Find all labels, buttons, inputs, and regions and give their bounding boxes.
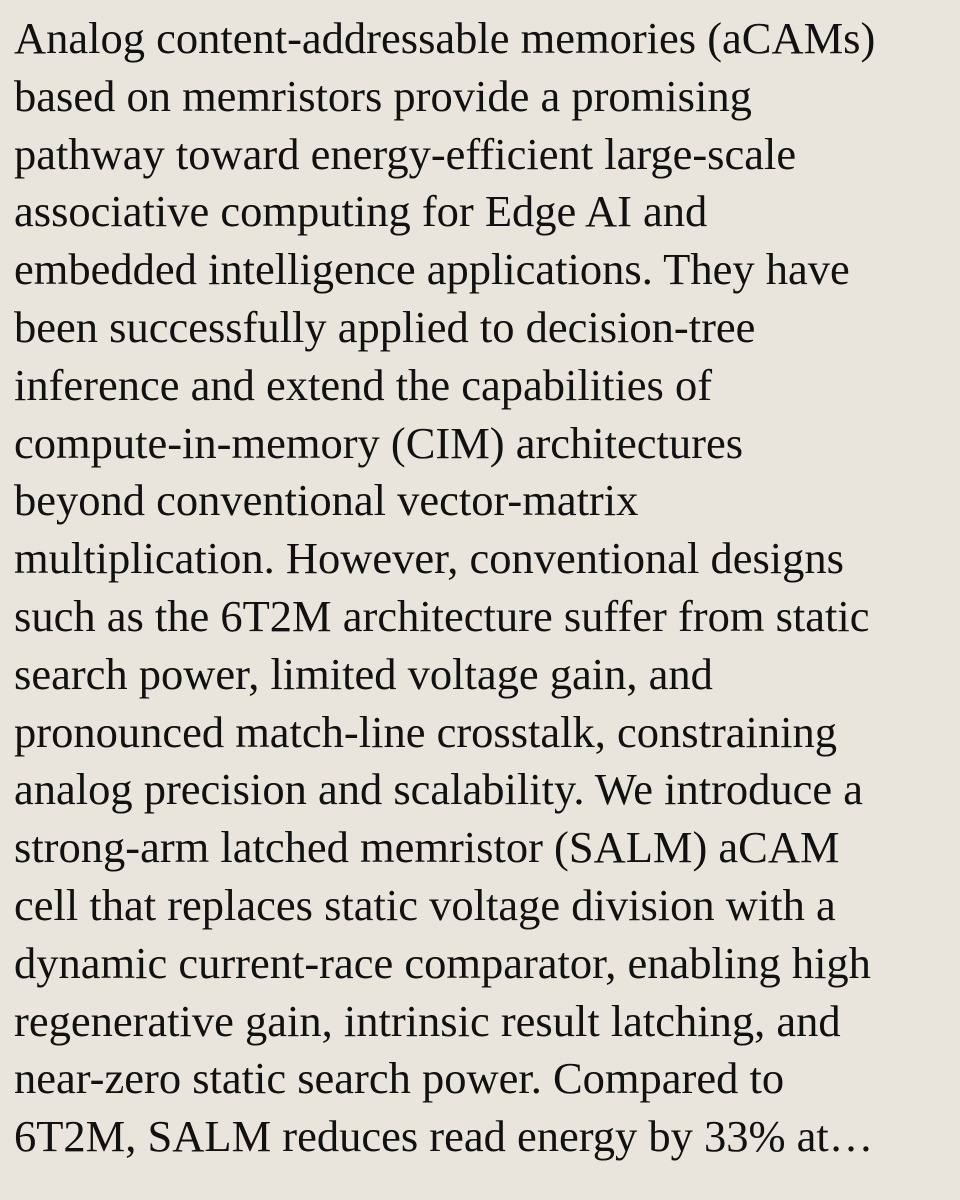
text-line-3: pathway toward energy-efficient large-scale (14, 128, 797, 179)
text-line-7: inference and extend the capabilities of (14, 359, 713, 410)
text-line-10: multiplication. However, conventional designs (14, 533, 844, 584)
text-line-8: compute-in-memory (CIM) architectures (14, 417, 744, 468)
text-line-15: strong-arm latched memristor (SALM) aCAM (14, 822, 840, 873)
text-line-18: regenerative gain, intrinsic result latching, and (14, 995, 841, 1046)
text-line-5: embedded intelligence applications. They have (14, 244, 850, 295)
text-line-14: analog precision and scalability. We introduce a (14, 764, 864, 815)
text-line-11: such as the 6T2M architecture suffer from static (14, 590, 870, 641)
text-line-20: 6T2M, SALM reduces read energy by 33% at… (14, 1111, 874, 1162)
text-line-4: associative computing for Edge AI and (14, 186, 708, 237)
text-line-2: based on memristors provide a promising (14, 70, 752, 121)
text-line-1: Analog content-addressable memories (aCAMs) (14, 13, 876, 63)
text-line-9: beyond conventional vector-matrix (14, 475, 639, 526)
text-line-16: cell that replaces static voltage division with a (14, 879, 836, 930)
text-line-6: been successfully applied to decision-tree (14, 301, 756, 352)
text-line-13: pronounced match-line crosstalk, constraining (14, 706, 838, 757)
abstract-text (14, 10, 960, 1166)
text-line-19: near-zero static search power. Compared to (14, 1053, 785, 1104)
text-line-17: dynamic current-race comparator, enabling high (14, 937, 871, 988)
text-line-12: search power, limited voltage gain, and (14, 648, 713, 699)
